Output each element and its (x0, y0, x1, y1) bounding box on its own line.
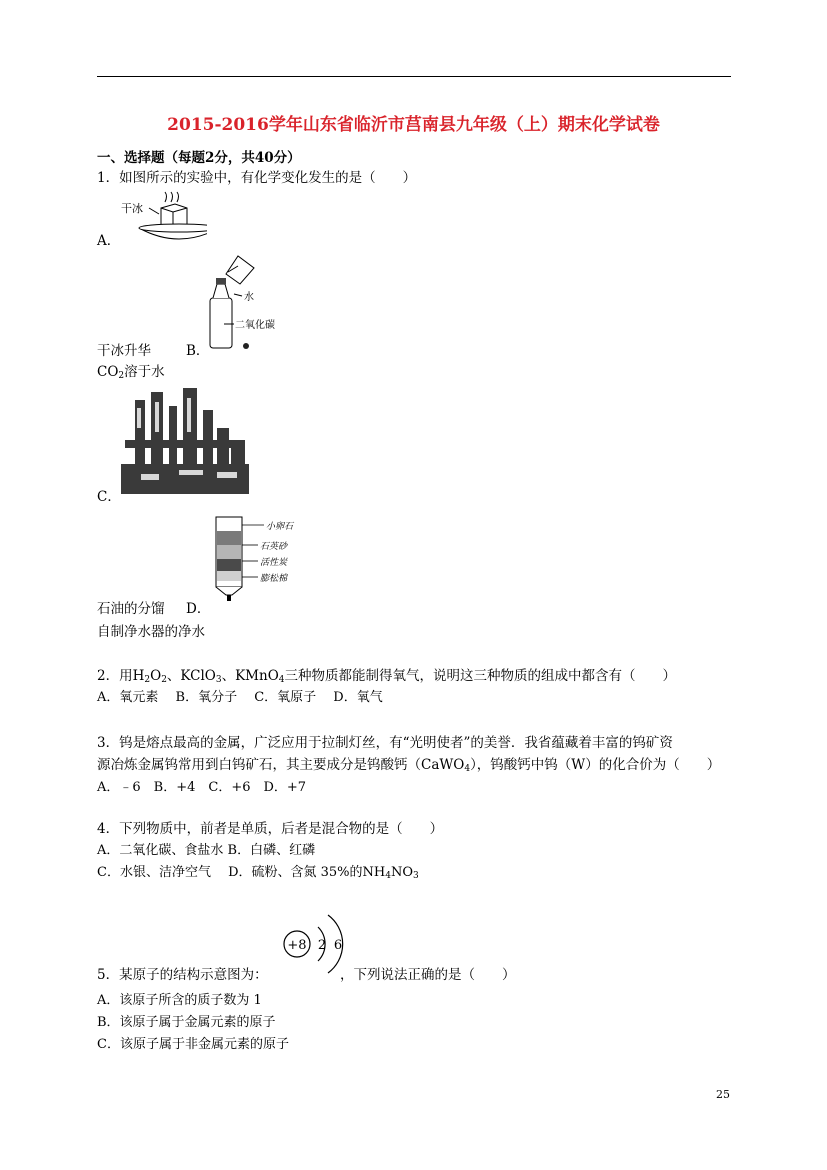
q3-line-2: 源冶炼金属钨常用到白钨矿石，其主要成分是钨酸钙（CaWO$_4$），钨酸钙中钨（W）的化合价为（ ） (97, 757, 721, 774)
shell-2-electrons: 6 (333, 938, 343, 953)
q4-options-row-2: C．水银、洁净空气 D．硫粉、含氮 35%的$NH_4NO_3$ (97, 865, 419, 881)
dry-ice-figure (115, 190, 207, 242)
q5-option-a: A．该原子所含的质子数为 1 (97, 993, 262, 1008)
fig-b-water-label: 水 (244, 292, 254, 303)
q1-option-c-label: C． (97, 489, 121, 505)
q5-option-c: C．该原子属于非金属元素的原子 (97, 1037, 289, 1052)
q2-options: A．氧元素 B．氧分子 C．氧原子 D．氧气 (97, 690, 383, 705)
fig-a-label: 干冰 (121, 202, 143, 215)
q5-option-b: B．该原子属于金属元素的原子 (97, 1015, 276, 1030)
q2-stem: 2．用$H_2O_2$、KClO$_3$、KMnO$_4$三种物质都能制得氧气，说明这三种物质的组成中都含有（ ） (97, 668, 676, 685)
q1-option-a-label: A． (97, 233, 121, 249)
nucleus-charge: +8 (287, 938, 307, 953)
q4-options-row-1: A．二氧化碳、食盐水 B．白磷、红磷 (97, 843, 316, 858)
q1-option-b-label: B． (186, 343, 210, 359)
q1-caption-c: 石油的分馏 (97, 601, 165, 617)
fig-d-label-4: 膨松棉 (260, 574, 288, 584)
section-heading: 一、选择题（每题2分，共40分） (97, 150, 301, 166)
q1-caption-a: 干冰升华 (97, 343, 151, 359)
q5-stem-b: ，下列说法正确的是（ ） (340, 967, 516, 983)
co2-bottle-figure (204, 250, 300, 356)
page-title: 2015-2016学年山东省临沂市莒南县九年级（上）期末化学试卷 (167, 115, 660, 135)
fig-d-label-2: 石英砂 (260, 542, 288, 552)
oil-refinery-figure (121, 388, 249, 498)
q1-caption-d: 自制净水器的净水 (97, 624, 205, 640)
q1-option-d-label: D． (186, 601, 211, 617)
fig-b-co2-label: 二氧化碳 (235, 320, 275, 331)
q5-stem-a: 5．某原子的结构示意图为： (97, 967, 268, 983)
page-number: 25 (716, 1088, 730, 1101)
q4-stem: 4．下列物质中，前者是单质，后者是混合物的是（ ） (97, 821, 444, 837)
fig-d-label-1: 小卵石 (266, 522, 294, 532)
q1-caption-b: $CO_2$溶于水 (97, 364, 165, 381)
fig-d-label-3: 活性炭 (260, 558, 288, 568)
q3-line-1: 3．钨是熔点最高的金属，广泛应用于拉制灯丝，有“光明使者”的美誉．我省蕴藏着丰富的钨矿资 (97, 735, 673, 751)
water-purifier-figure (212, 515, 308, 607)
q1-stem: 1．如图所示的实验中，有化学变化发生的是（ ） (97, 170, 417, 186)
header-rule (97, 76, 731, 77)
shell-1-electrons: 2 (317, 938, 327, 953)
q3-options: A．﹣6 B．+4 C．+6 D．+7 (97, 780, 307, 795)
